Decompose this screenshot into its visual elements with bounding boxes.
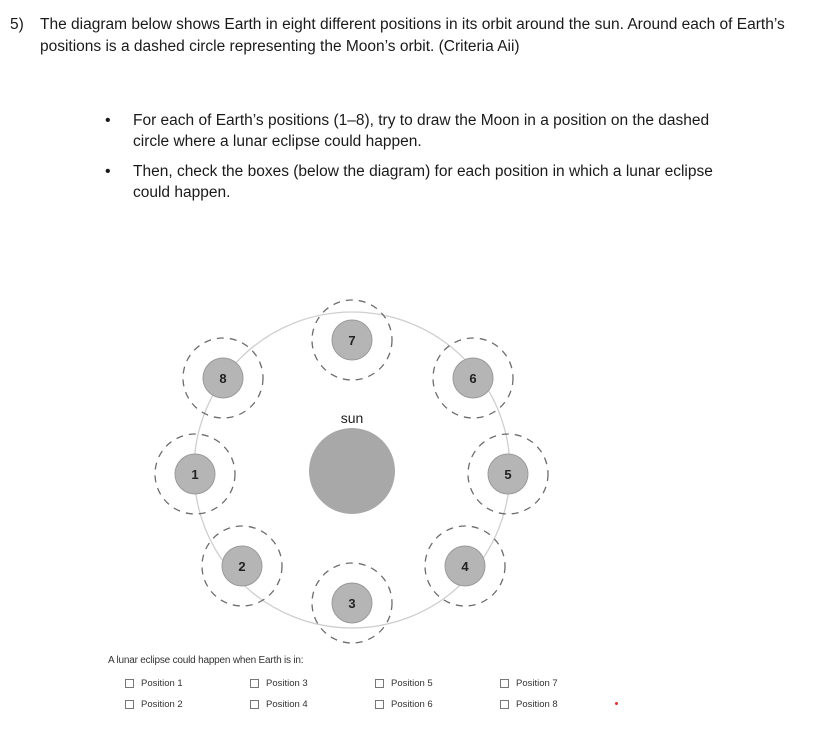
bullet-icon: •	[105, 112, 111, 129]
checkbox-position-3[interactable]	[250, 676, 308, 690]
earth-position-label: 4	[461, 559, 469, 574]
earth-position-label: 6	[469, 371, 477, 386]
checkbox-square-icon[interactable]	[125, 679, 134, 688]
earth-position-label: 5	[504, 467, 512, 482]
checkbox-square-icon[interactable]	[250, 679, 259, 688]
sun-label: sun	[340, 410, 364, 426]
answer-caption: A lunar eclipse could happen when Earth is in:	[108, 655, 304, 666]
checkbox-position-2[interactable]	[125, 697, 183, 711]
earth-position-4[interactable]	[425, 526, 505, 606]
checkbox-position-4[interactable]	[250, 697, 308, 711]
checkbox-label: Position 7	[516, 677, 558, 689]
question-text: The diagram below shows Earth in eight different positions in its orbit around the sun. Around each of Earth’s positions is a dashed circle representing the Moon’s orbit. (Criteria Aii)	[40, 16, 785, 55]
earth-position-label: 3	[348, 596, 356, 611]
checkbox-position-8[interactable]	[500, 697, 558, 711]
question-number: 5)	[10, 16, 24, 33]
earth-position-1[interactable]	[155, 434, 235, 514]
instruction-text: Then, check the boxes (below the diagram) for each position in which a lunar eclipse could happen.	[133, 163, 713, 201]
earth-position-8[interactable]	[183, 338, 263, 418]
instruction-text: For each of Earth’s positions (1–8), try to draw the Moon in a position on the dashed circle where a lunar eclipse could happen.	[133, 112, 710, 150]
checkbox-label: Position 8	[516, 698, 558, 710]
earth-position-3[interactable]	[312, 563, 392, 643]
checkbox-label: Position 5	[391, 677, 433, 689]
checkbox-square-icon[interactable]	[500, 679, 509, 688]
bullet-icon: •	[105, 163, 111, 180]
checkbox-label: Position 6	[391, 698, 433, 710]
checkbox-square-icon[interactable]	[250, 700, 259, 709]
checkbox-position-5[interactable]	[375, 676, 433, 690]
earth-position-label: 8	[219, 371, 227, 386]
checkbox-square-icon[interactable]	[500, 700, 509, 709]
checkbox-position-7[interactable]	[500, 676, 558, 690]
sun	[309, 428, 395, 514]
checkbox-label: Position 4	[266, 698, 308, 710]
checkbox-label: Position 1	[141, 677, 183, 689]
earth-position-2[interactable]	[202, 526, 282, 606]
checkbox-square-icon[interactable]	[375, 679, 384, 688]
checkbox-square-icon[interactable]	[375, 700, 384, 709]
checkbox-position-1[interactable]	[125, 676, 183, 690]
checkbox-position-6[interactable]	[375, 697, 433, 711]
checkbox-label: Position 2	[141, 698, 183, 710]
earth-position-label: 7	[348, 333, 356, 348]
checkbox-label: Position 3	[266, 677, 308, 689]
earth-position-label: 2	[238, 559, 246, 574]
earth-position-6[interactable]	[433, 338, 513, 418]
earth-position-label: 1	[191, 467, 199, 482]
stray-mark	[615, 702, 618, 705]
checkbox-square-icon[interactable]	[125, 700, 134, 709]
